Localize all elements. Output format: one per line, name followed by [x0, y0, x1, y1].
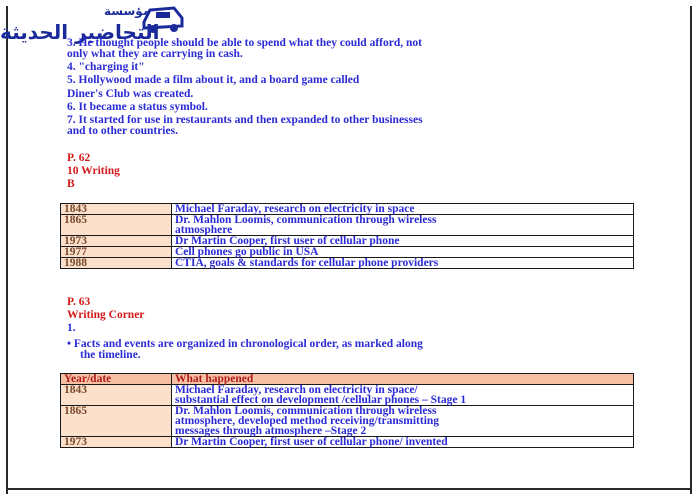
event-cell — [172, 258, 634, 269]
table-row — [61, 236, 634, 247]
bullet-continuation: the timeline. — [80, 349, 141, 361]
table-row — [61, 385, 634, 406]
logo-main-text: التحاضير الحديثة — [0, 20, 160, 44]
item-number: 1. — [67, 322, 76, 334]
section-heading: 10 Writing — [67, 165, 120, 177]
subsection-label: B — [67, 178, 75, 190]
event-cell — [172, 437, 634, 448]
page-bottom-border — [8, 488, 692, 490]
page-reference: P. 63 — [67, 296, 91, 308]
table-row — [61, 204, 634, 215]
event-line: Michael Faraday, research on electricity in space — [175, 203, 415, 215]
event-line: Dr Martin Cooper, first user of cellular phone/ invented — [175, 436, 448, 448]
year-cell: 1843 — [61, 204, 172, 215]
header-year: Year/date — [61, 374, 172, 385]
list-item: 5. Hollywood made a film about it, and a board game called — [67, 74, 360, 86]
event-line: Cell phones go public in USA — [175, 246, 319, 258]
event-cell — [172, 204, 634, 215]
table-row — [61, 258, 634, 269]
event-cell — [172, 385, 634, 406]
bullet-icon: • — [67, 338, 72, 350]
list-item: and to other countries. — [67, 125, 178, 137]
list-item: Diner's Club was created. — [67, 88, 194, 100]
table-row — [61, 215, 634, 236]
event-line: CTIA, goals & standards for cellular phone providers — [175, 257, 439, 269]
event-line: Dr. Mahlon Loomis, communication through wireless — [175, 405, 437, 417]
event-line: messages through atmosphere –Stage 2 — [175, 425, 367, 437]
table-header-row — [61, 374, 634, 385]
list-item: only what they are carrying in cash. — [67, 48, 243, 60]
event-line: atmosphere — [175, 224, 233, 236]
list-item: 7. It started for use in restaurants and then expanded to other businesses — [67, 114, 423, 126]
event-line: substantial effect on development /cellular phones – Stage 1 — [175, 394, 467, 406]
table-row — [61, 247, 634, 258]
year-cell: 1865 — [61, 406, 172, 437]
list-item: 6. It became a status symbol. — [67, 101, 208, 113]
event-cell — [172, 247, 634, 258]
table-row — [61, 437, 634, 448]
year-cell: 1973 — [61, 437, 172, 448]
page-reference: P. 62 — [67, 152, 91, 164]
header-event: What happened — [172, 374, 634, 385]
event-cell — [172, 236, 634, 247]
timeline-table-1 — [60, 203, 634, 269]
timeline-table-2 — [60, 373, 634, 448]
year-cell: 1988 — [61, 258, 172, 269]
event-line: atmosphere, developed method receiving/transmitting — [175, 415, 440, 427]
year-cell: 1843 — [61, 385, 172, 406]
year-cell: 1977 — [61, 247, 172, 258]
logo-top-text: مؤسسة — [104, 4, 151, 18]
event-cell — [172, 406, 634, 437]
event-line: Michael Faraday, research on electricity in space/ — [175, 384, 418, 396]
year-cell: 1973 — [61, 236, 172, 247]
list-item: 3. He thought people should be able to spend what they could afford, not — [67, 37, 422, 49]
section-heading: Writing Corner — [67, 309, 145, 321]
bullet-text: Facts and events are organized in chronological order, as marked along — [73, 338, 423, 350]
event-cell — [172, 215, 634, 236]
table-row — [61, 406, 634, 437]
list-item: 4. "charging it" — [67, 61, 145, 73]
year-cell: 1865 — [61, 215, 172, 236]
event-line: Dr. Mahlon Loomis, communication through wireless — [175, 214, 437, 226]
event-line: Dr Martin Cooper, first user of cellular phone — [175, 235, 400, 247]
